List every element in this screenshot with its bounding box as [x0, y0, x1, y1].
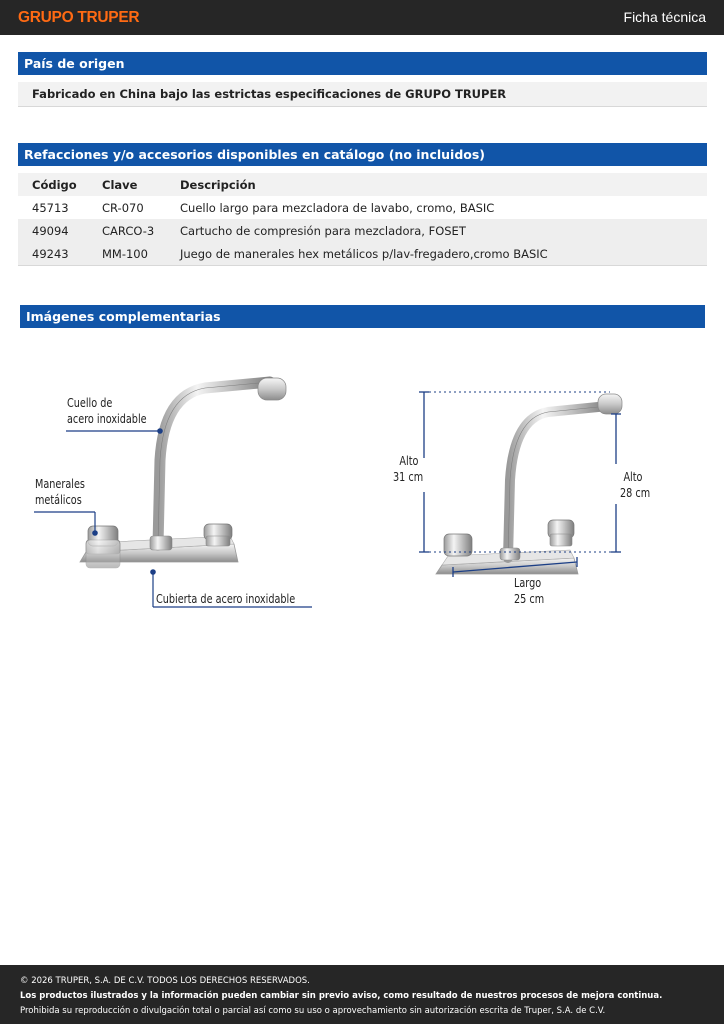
parts-section-header: Refacciones y/o accesorios disponibles en catálogo (no incluidos)	[18, 143, 707, 166]
length-label-line-1: Largo	[514, 575, 542, 590]
spout-height-label	[620, 469, 650, 501]
spout-height-label-line-1: Alto	[623, 469, 643, 484]
total-height-label-line-2: 31 cm	[393, 469, 424, 484]
length-label-line-2: 25 cm	[514, 591, 545, 606]
footer-disclaimer: Los productos ilustrados y la información pueden cambiar sin previo aviso, como resultado de nuestros procesos de mejora continua.	[20, 991, 663, 1001]
neck-label-line-1: Cuello de	[67, 395, 113, 410]
handles-label	[35, 476, 85, 508]
origin-text: Fabricado en China bajo las estrictas especificaciones de GRUPO TRUPER	[18, 82, 707, 107]
neck-label	[67, 395, 147, 427]
footer-prohibition: Prohibida su reproducción o divulgación total o parcial así como su uso o aprovechamiento sin autorización escrita de Truper, S.A. de C.V.	[20, 1006, 606, 1016]
faucet-right-image	[436, 394, 622, 574]
parts-table	[18, 173, 707, 266]
length-label	[514, 575, 544, 607]
cell-key: MM-100	[102, 242, 180, 266]
spout-height-label-line-2: 28 cm	[620, 485, 651, 500]
handles-label-line-2: metálicos	[35, 492, 82, 507]
cell-description: Cuello largo para mezcladora de lavabo, cromo, BASIC	[180, 200, 495, 215]
handles-label-line-1: Manerales	[35, 476, 85, 491]
top-bar	[0, 0, 724, 35]
column-header-code: Código	[18, 173, 102, 196]
cell-description: Juego de manerales hex metálicos p/lav-fregadero,cromo BASIC	[180, 242, 707, 266]
cell-code: 49094	[18, 219, 102, 242]
images-section-header: Imágenes complementarias	[20, 305, 705, 328]
cell-code: 45713	[32, 200, 69, 215]
cell-code: 49243	[18, 242, 102, 266]
document-type: Ficha técnica	[623, 9, 706, 25]
cell-description: Cartucho de compresión para mezcladora, FOSET	[180, 219, 707, 242]
truper-logo: GRUPO TRUPER	[18, 9, 140, 26]
table-row	[18, 242, 707, 266]
total-height-label-line-1: Alto	[399, 453, 419, 468]
cell-key: CR-070	[102, 200, 144, 215]
total-height-label	[393, 453, 423, 485]
table-row	[18, 196, 707, 219]
cell-key: CARCO-3	[102, 219, 180, 242]
left-callout-lines	[34, 428, 312, 607]
column-header-description: Descripción	[180, 173, 707, 196]
table-header-row	[18, 173, 707, 196]
deck-label: Cubierta de acero inoxidable	[156, 591, 296, 606]
product-illustrations	[0, 340, 724, 630]
origin-section-header: País de origen	[18, 52, 707, 75]
column-header-key: Clave	[102, 173, 180, 196]
neck-label-line-2: acero inoxidable	[67, 411, 147, 426]
footer	[0, 965, 724, 1024]
footer-copyright: © 2026 TRUPER, S.A. DE C.V. TODOS LOS DERECHOS RESERVADOS.	[20, 976, 310, 986]
table-row	[18, 219, 707, 242]
